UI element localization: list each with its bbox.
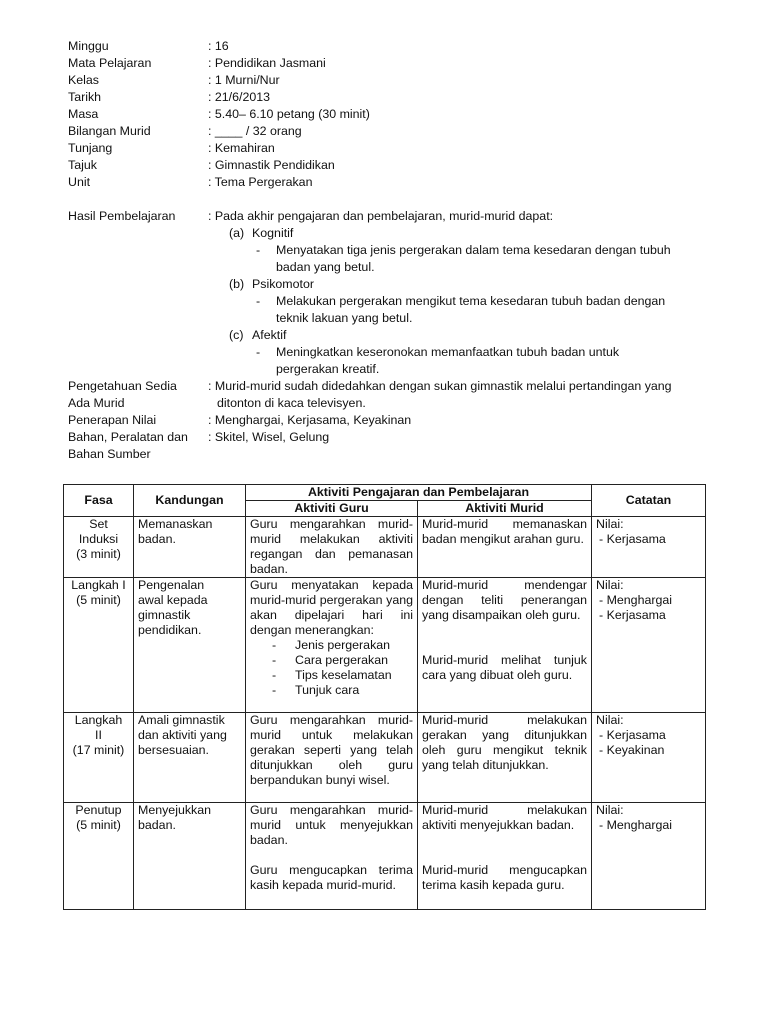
bahan-label: Bahan, Peralatan dan [68,430,188,444]
fasa-line: (5 minit) [76,818,121,832]
catatan-cell [592,803,706,910]
aktiviti-guru-cell [246,578,418,713]
kandungan-cell [134,713,246,803]
pengetahuan-value: : Murid-murid sudah didedahkan dengan sukan gimnastik melalui pertandingan yang [208,379,672,393]
aktiviti-guru-cell [246,517,418,578]
spacer [422,833,587,848]
aktiviti-murid-cell [418,578,592,713]
teaching-points-list [250,638,413,698]
objective-text: pergerakan kreatif. [276,362,380,376]
kandungan-cell [134,803,246,910]
lesson-activity-table [63,484,706,910]
objective-title: Psikomotor [252,277,314,291]
catatan-label: Nilai: [596,578,624,592]
kandungan-line: Memanaskan [138,517,213,531]
table-row [64,517,706,578]
field-label: Tajuk [68,158,97,172]
field-label: Tunjang [68,141,113,155]
kandungan-cell [134,517,246,578]
aktiviti-guru-text: Guru mengarahkan murid-murid melakukan aktiviti regangan dan pemanasan badan. [250,517,413,576]
kandungan-line: pendidikan. [138,623,202,637]
nilai-label: Penerapan Nilai [68,413,157,427]
aktiviti-murid-text: Murid-murid mengucapkan terima kasih kepada guru. [422,863,587,892]
fasa-line: Set [89,517,108,531]
list-item: - Tunjuk cara [272,683,413,698]
objective-text: Meningkatkan keseronokan memanfaatkan tubuh badan untuk [276,345,620,359]
fasa-line: Induksi [78,532,119,546]
bahan-value: : Skitel, Wisel, Gelung [208,430,330,444]
fasa-line: Langkah I [71,578,126,592]
aktiviti-murid-cell [418,517,592,578]
kandungan-line: gimnastik [138,608,191,622]
header-fasa: Fasa [64,485,134,517]
kandungan-line: badan. [138,818,176,832]
catatan-label: Nilai: [596,803,624,817]
field-value: : 1 Murni/Nur [208,73,280,87]
table-row [64,713,706,803]
kandungan-line: awal kepada [138,593,208,607]
kandungan-line: badan. [138,532,176,546]
objective-marker: (b) [229,277,245,291]
header-aktiviti-murid: Aktiviti Murid [418,501,592,517]
objective-marker: (c) [229,328,244,342]
fasa-cell [64,713,134,803]
table-row [64,803,706,910]
objective-text: Melakukan pergerakan mengikut tema kesedaran tubuh badan dengan [276,294,666,308]
kandungan-line: Menyejukkan [138,803,212,817]
objective-text: Menyatakan tiga jenis pergerakan dalam tema kesedaran dengan tubuh [276,243,671,257]
aktiviti-guru-text: Guru menyatakan kepada murid-murid pergerakan yang akan dipelajari hari ini dengan menerangkan: [250,578,413,637]
field-label: Tarikh [68,90,102,104]
field-value: : Gimnastik Pendidikan [208,158,335,172]
fasa-cell [64,517,134,578]
fasa-line: (5 minit) [76,593,121,607]
spacer [422,848,587,863]
header-aktiviti-guru: Aktiviti Guru [246,501,418,517]
aktiviti-murid-cell [418,713,592,803]
catatan-cell [592,517,706,578]
kandungan-line: bersesuaian. [138,743,209,757]
field-value: : 5.40– 6.10 petang (30 minit) [208,107,370,121]
list-item: - Cara pergerakan [272,653,413,668]
table-row [64,578,706,713]
aktiviti-murid-text: Murid-murid memanaskan badan mengikut arahan guru. [422,517,587,546]
aktiviti-murid-text: Murid-murid melihat tunjuk cara yang dibuat oleh guru. [422,653,587,682]
field-value: : Kemahiran [208,141,275,155]
fasa-line: (17 minit) [72,743,125,757]
nilai-value: : Menghargai, Kerjasama, Keyakinan [208,413,412,427]
kandungan-line: Amali gimnastik [138,713,225,727]
header-catatan: Catatan [592,485,706,517]
pengetahuan-label: Ada Murid [68,396,125,410]
field-value: : Pendidikan Jasmani [208,56,326,70]
bahan-label: Bahan Sumber [68,447,151,461]
header-aktiviti: Aktiviti Pengajaran dan Pembelajaran [246,485,592,501]
objective-text: teknik lakuan yang betul. [276,311,413,325]
spacer [250,848,413,863]
objective-title: Kognitif [252,226,294,240]
catatan-value: - Menghargai [599,593,673,607]
aktiviti-guru-text: Guru mengarahkan murid-murid untuk melakukan gerakan seperti yang telah ditunjukkan oleh guru berpandukan bunyi wisel. [250,713,413,787]
pengetahuan-value: ditonton di kaca televisyen. [217,396,366,410]
catatan-value: - Menghargai [599,818,673,832]
kandungan-line: dan aktiviti yang [138,728,227,742]
fasa-line: (3 minit) [76,547,121,561]
objective-dash: - [256,243,261,257]
catatan-label: Nilai: [596,713,624,727]
aktiviti-murid-cell [418,803,592,910]
aktiviti-murid-text: Murid-murid mendengar dengan teliti penerangan yang disampaikan oleh guru. [422,578,587,622]
hasil-intro: : Pada akhir pengajaran dan pembelajaran, murid-murid dapat: [208,209,554,223]
field-label: Minggu [68,39,109,53]
kandungan-line: Pengenalan [138,578,205,592]
list-item: - Jenis pergerakan [272,638,413,653]
catatan-value: - Kerjasama [599,728,666,742]
aktiviti-guru-cell [246,803,418,910]
field-value: : Tema Pergerakan [208,175,313,189]
aktiviti-murid-text: Murid-murid melakukan gerakan yang ditunjukkan oleh guru mengikut teknik yang telah ditunjukkan. [422,713,587,772]
objective-text: badan yang betul. [276,260,375,274]
table-header-row [64,485,706,501]
spacer [422,638,587,653]
kandungan-cell [134,578,246,713]
field-label: Masa [68,107,99,121]
catatan-value: - Kerjasama [599,608,666,622]
aktiviti-murid-text: Murid-murid melakukan aktiviti menyejukkan badan. [422,803,587,832]
catatan-label: Nilai: [596,517,624,531]
field-label: Bilangan Murid [68,124,151,138]
objective-dash: - [256,345,261,359]
field-value: : 21/6/2013 [208,90,271,104]
catatan-value: - Kerjasama [599,532,666,546]
fasa-line: Langkah [74,713,123,727]
spacer [422,623,587,638]
catatan-cell [592,578,706,713]
list-item: - Tips keselamatan [272,668,413,683]
aktiviti-guru-cell [246,713,418,803]
aktiviti-guru-text: Guru mengarahkan murid-murid untuk menyejukkan badan. [250,803,413,847]
objective-title: Afektif [252,328,287,342]
pengetahuan-label: Pengetahuan Sedia [68,379,177,393]
field-label: Kelas [68,73,99,87]
objective-dash: - [256,294,261,308]
objective-marker: (a) [229,226,245,240]
hasil-label: Hasil Pembelajaran [68,209,176,223]
field-value: : 16 [208,39,229,53]
field-value: : ____ / 32 orang [208,124,302,138]
fasa-cell [64,578,134,713]
fasa-line: II [95,728,102,742]
fasa-line: Penutup [75,803,122,817]
aktiviti-guru-text: Guru mengucapkan terima kasih kepada murid-murid. [250,863,413,892]
field-label: Mata Pelajaran [68,56,152,70]
field-label: Unit [68,175,91,189]
fasa-cell [64,803,134,910]
catatan-value: - Keyakinan [599,743,665,757]
header-kandungan: Kandungan [134,485,246,517]
catatan-cell [592,713,706,803]
